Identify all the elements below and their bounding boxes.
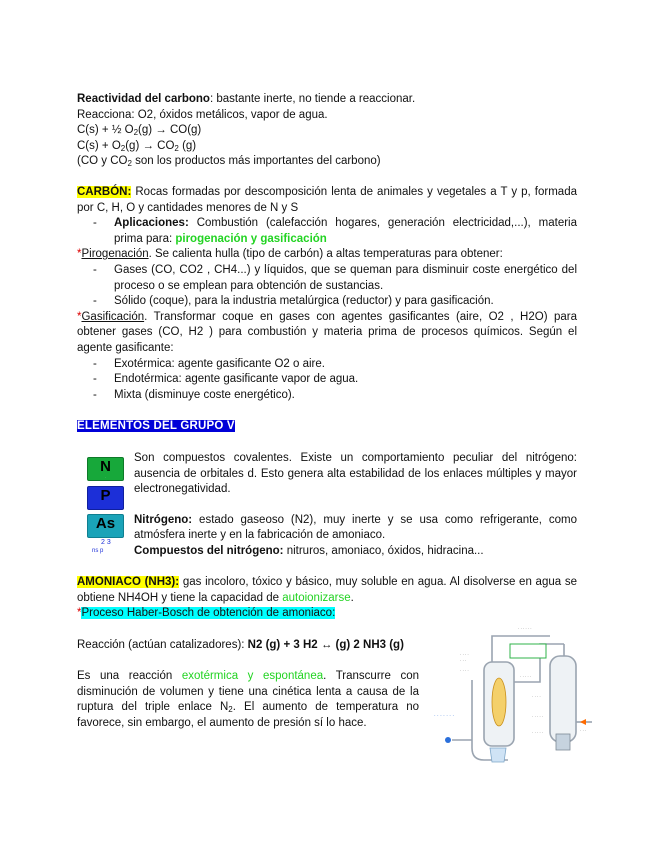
- list-item: - Endotérmica: agente gasificante vapor de agua.: [77, 372, 577, 388]
- grupo-v-heading: [77, 419, 235, 435]
- pirogenacion-line: [77, 247, 577, 263]
- eq2-left: C(s) + O: [77, 139, 121, 152]
- para-text-b: . Transcurre con disminución de volumen y tiene una cinética lenta a causa de la ruptura del triple enlace N: [77, 670, 419, 714]
- list-item: [77, 216, 577, 247]
- pirogenacion-title: Pirogenación: [81, 248, 149, 261]
- note-sub: 2: [127, 159, 132, 169]
- element-n-tile: [87, 457, 124, 481]
- equation-1: [77, 123, 587, 139]
- element-n-detail: ·: [105, 475, 106, 479]
- eq2-mid: (g) → CO: [125, 139, 175, 152]
- oxidation-numbers: 2 3: [101, 539, 111, 546]
- svg-text:· · · · ·: · · · · ·: [532, 730, 544, 735]
- reactividad-line: [77, 92, 587, 108]
- equation-2: [77, 139, 587, 155]
- amoniaco-title: AMONIACO (NH3):: [77, 576, 180, 588]
- haber-bosch-diagram: [432, 622, 597, 767]
- para-sub: 2: [228, 705, 233, 715]
- element-p-tile: [87, 486, 124, 510]
- carbon-intro: [77, 185, 577, 216]
- amoniaco-intro: [77, 575, 577, 606]
- svg-text:· · · · · ·: · · · · · ·: [518, 626, 532, 631]
- list-item: - Gases (CO, CO2 , CH4...) y líquidos, que se queman para disminuir coste energético del proceso o se emplean para obtención de sustancias.: [77, 263, 577, 294]
- aplicaciones-text: Combustión (calefacción hogares, generación electricidad,...), materia prima para:: [114, 217, 577, 245]
- reacciona-line: Reacciona: O2, óxidos metálicos, vapor de agua.: [77, 108, 328, 121]
- para-text-c: . El aumento de temperatura no favorece, sin embargo, el aumento de presión sí lo hace.: [77, 701, 419, 729]
- amoniaco-section: [77, 575, 577, 622]
- aplicaciones-green: pirogenación y gasificación: [175, 232, 327, 245]
- star-marker: *: [77, 248, 82, 261]
- haber-line: [77, 606, 577, 622]
- list-item: - Sólido (coque), para la industria metalúrgica (reductor) y para gasificación.: [77, 294, 577, 310]
- eq1-left: C(s) + ½ O: [77, 124, 134, 137]
- compuestos-title: Compuestos del nitrógeno:: [134, 544, 284, 557]
- eq1-right: (g) → CO(g): [138, 124, 202, 137]
- list-item: - Exotérmica: agente gasificante O2 o aire.: [77, 357, 577, 373]
- svg-text:· · · · ·: · · · · ·: [532, 714, 544, 719]
- reaccion-label: Reacción (actúan catalizadores):: [77, 639, 248, 651]
- gasificacion-list: [77, 357, 577, 404]
- carbon-section: [77, 185, 577, 403]
- grupo-v-intro: Son compuestos covalentes. Existe un comportamiento peculiar del nitrógeno: ausencia de orbitales d. Esto genera alta estabilidad de los enlaces múltiples y mayor electronegatividad.: [134, 452, 577, 496]
- eq2-sub-a: 2: [120, 143, 126, 153]
- svg-text:· · · · · · ·: · · · · · · ·: [434, 713, 454, 719]
- svg-text:· · · ·: · · · ·: [532, 694, 541, 699]
- amoniaco-green: autoionizarse: [282, 591, 351, 604]
- haber-title: Proceso Haber-Bosch de obtención de amoniaco:: [81, 607, 336, 620]
- note-a: (CO y CO: [77, 155, 128, 168]
- reaccion-line: [77, 638, 437, 654]
- block-labels: ns p: [92, 548, 104, 554]
- aplicaciones-title: Aplicaciones:: [114, 217, 189, 230]
- reactividad-title: Reactividad del carbono: [77, 93, 210, 105]
- eq2-sub-b: 2: [174, 143, 179, 153]
- pirogenacion-text: . Se calienta hulla (tipo de carbón) a altas temperaturas para obtener:: [148, 248, 503, 261]
- gasificacion-text: . Transformar coque en gases con agentes gasificantes (aire, O2 , H2O) para obtener gases (CO, H2 ) para combustión y materia prima de procesos químicos. Según el agente gasificante:: [77, 310, 577, 354]
- products-note: [77, 154, 587, 170]
- compuestos-text: nitruros, amoniaco, óxidos, hidracina...: [283, 544, 484, 557]
- element-n-symbol: N: [100, 458, 111, 475]
- reactividad-desc: : bastante inerte, no tiende a reaccionar.: [209, 93, 416, 105]
- nitrogeno-paragraph: [134, 513, 577, 544]
- amoniaco-end: .: [350, 591, 354, 604]
- reactividad-section: [77, 92, 587, 170]
- para-green: exotérmica y espontánea: [181, 670, 324, 682]
- star-marker: *: [77, 607, 82, 620]
- svg-text:· · · ·: · · · ·: [460, 652, 469, 657]
- note-b: son los productos más importantes del carbono): [131, 155, 381, 168]
- svg-text:· · · · ·: · · · · ·: [520, 674, 532, 679]
- pirogenacion-list: [77, 263, 577, 310]
- element-as-tile: [87, 514, 124, 538]
- element-p-symbol: P: [100, 487, 111, 504]
- grupo-v-text: [134, 451, 577, 560]
- star-marker: *: [77, 310, 82, 323]
- para-text-a: Es una reacción: [77, 670, 182, 682]
- grupo-v-title: ELEMENTOS DEL GRUPO V: [77, 420, 235, 432]
- carbon-intro-text: Rocas formadas por descomposición lenta de animales y vegetales a T y p, formada por C, H, O y cantidades menores de N y S: [77, 186, 577, 214]
- list-item: - Mixta (disminuye coste energético).: [77, 388, 577, 404]
- nitrogeno-title: Nitrógeno:: [134, 513, 193, 526]
- svg-text:· · ·: · · ·: [580, 728, 587, 733]
- svg-text:· · ·: · · ·: [460, 658, 467, 663]
- reaccion-equation: N2 (g) + 3 H2 ↔ (g) 2 NH3 (g): [247, 639, 404, 651]
- haber-paragraph: [77, 669, 419, 731]
- nitrogeno-text: estado gaseoso (N2), muy inerte y se usa como refrigerante, como atmósfera inerte y en la fabricación de amoniaco.: [134, 513, 577, 542]
- eq2-right: (g): [178, 139, 197, 152]
- gasificacion-line: [77, 310, 577, 357]
- element-as-symbol: As: [95, 515, 116, 532]
- compuestos-line: [134, 544, 577, 560]
- amoniaco-text: gas incoloro, tóxico y básico, muy soluble en agua. Al disolverse en agua se obtiene NH4OH y tiene la capacidad de: [77, 576, 578, 604]
- eq1-sub: 2: [133, 128, 139, 138]
- aplicaciones-list: [77, 216, 577, 247]
- carbon-title: CARBÓN:: [77, 186, 132, 198]
- svg-text:· · · ·: · · · ·: [460, 668, 469, 673]
- gasificacion-title: Gasificación: [81, 310, 145, 323]
